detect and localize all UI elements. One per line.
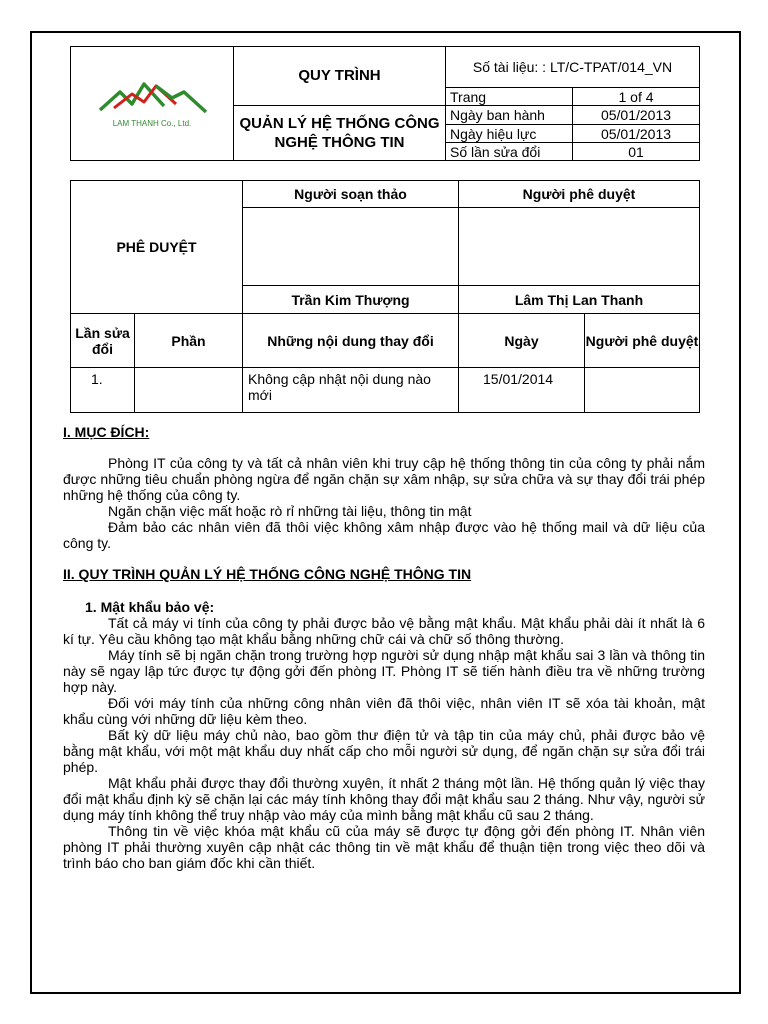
- table-row: [71, 368, 700, 413]
- approver-signature-box: [459, 208, 700, 286]
- row-date: 15/01/2014: [459, 368, 585, 413]
- procedure-paragraph: Máy tính sẽ bị ngăn chặn trong trường hợp người sử dụng nhập mật khẩu sai 3 lần và thông tin này sẽ ngay lập tức được tự động gởi đến phòng IT. Phòng IT sẽ tiến hành điều tra về những trường hợp này.: [63, 647, 705, 695]
- row-revision: 1.: [71, 368, 135, 413]
- approval-table: [70, 180, 700, 413]
- section-purpose-heading: I. MỤC ĐÍCH:: [63, 424, 150, 440]
- section-procedure-heading: II. QUY TRÌNH QUẢN LÝ HỆ THỐNG CÔNG NGHỆ THÔNG TIN: [63, 566, 472, 582]
- company-name: LAM THANH Co., Ltd.: [112, 119, 192, 128]
- page-label: Trang: [446, 88, 573, 106]
- drafter-signature-box: [243, 208, 459, 286]
- procedure-paragraph: Bất kỳ dữ liệu máy chủ nào, bao gồm thư điện tử và tập tin của máy chủ, phải được bảo vệ bằng mật khẩu, với một mật khẩu duy nhất cấp cho mỗi người sử dụng, để ngăn chặn sự sửa đổi trái phép.: [63, 727, 705, 775]
- procedure-paragraph: Mật khẩu phải được thay đổi thường xuyên, ít nhất 2 tháng một lần. Hệ thống quản lý việc thay đổi mật khẩu định kỳ sẽ chặn lại các máy tính không thay đổi mật khẩu sau 2 tháng. Như vậy, người sử dụng máy tính không thể truy nhập vào máy của mình bằng mật khẩu cũ sau 2 tháng.: [63, 775, 705, 823]
- page-value: 1 of 4: [573, 88, 700, 106]
- row-approver: [585, 368, 700, 413]
- procedure-paragraph: Thông tin về việc khóa mật khẩu cũ của máy sẽ được tự động gởi đến phòng IT. Nhân viên phòng IT phải thường xuyên cập nhật các thông tin về mật khẩu để thuận tiện trong việc theo dõi và trình báo cho ban giám đốc khi cần thiết.: [63, 823, 705, 871]
- approval-label: PHÊ DUYỆT: [71, 181, 243, 314]
- revision-count-value: 01: [573, 143, 700, 161]
- revision-count-label: Số lần sửa đổi: [446, 143, 573, 161]
- approver-header: Người phê duyệt: [459, 181, 700, 208]
- password-subheading: 1. Mật khẩu bảo vệ:: [85, 599, 215, 615]
- col-changes: Những nội dung thay đổi: [243, 314, 459, 368]
- col-part: Phần: [135, 314, 243, 368]
- document-type-title: QUY TRÌNH: [234, 47, 446, 106]
- document-title: QUẢN LÝ HỆ THỐNG CÔNG NGHỆ THÔNG TIN: [234, 106, 446, 161]
- procedure-paragraph: Đối với máy tính của những công nhân viên đã thôi việc, nhân viên IT sẽ xóa tài khoản, mật khẩu cùng với những dữ liệu kèm theo.: [63, 695, 705, 727]
- row-part: [135, 368, 243, 413]
- section-procedure: [63, 566, 705, 871]
- row-change: Không cập nhật nội dung nào mới: [243, 368, 459, 413]
- approver-name: Lâm Thị Lan Thanh: [459, 286, 700, 314]
- col-approver: Người phê duyệt: [585, 314, 700, 368]
- company-logo-icon: [92, 72, 212, 132]
- document-header-table: [70, 46, 700, 161]
- purpose-paragraph: Đảm bảo các nhân viên đã thôi việc không xâm nhập được vào hệ thống mail và dữ liệu của công ty.: [63, 519, 705, 551]
- col-revision: Lần sửa đổi: [71, 314, 135, 368]
- col-date: Ngày: [459, 314, 585, 368]
- drafter-name: Trần Kim Thượng: [243, 286, 459, 314]
- issue-date-value: 05/01/2013: [573, 106, 700, 125]
- document-number: Số tài liệu: : LT/C-TPAT/014_VN: [446, 47, 700, 88]
- section-purpose: [63, 424, 705, 551]
- procedure-paragraph: Tất cả máy vi tính của công ty phải được bảo vệ bằng mật khẩu. Mật khẩu phải dài ít nhất là 6 kí tự. Yêu cầu không tạo mật khẩu bằng những chữ cái và chữ số thông thường.: [63, 615, 705, 647]
- effective-date-value: 05/01/2013: [573, 125, 700, 143]
- company-logo-cell: [71, 47, 234, 161]
- purpose-paragraph: Phòng IT của công ty và tất cả nhân viên khi truy cập hệ thống thông tin của công ty phải nắm được những tiêu chuẩn phòng ngừa để ngăn chặn sự xâm nhập, sự sửa chữa và sự thay đổi trái phép những hệ thống của công ty.: [63, 455, 705, 503]
- issue-date-label: Ngày ban hành: [446, 106, 573, 125]
- drafter-header: Người soạn thảo: [243, 181, 459, 208]
- purpose-paragraph: Ngăn chặn việc mất hoặc rò rỉ những tài liệu, thông tin mật: [108, 503, 472, 519]
- effective-date-label: Ngày hiệu lực: [446, 125, 573, 143]
